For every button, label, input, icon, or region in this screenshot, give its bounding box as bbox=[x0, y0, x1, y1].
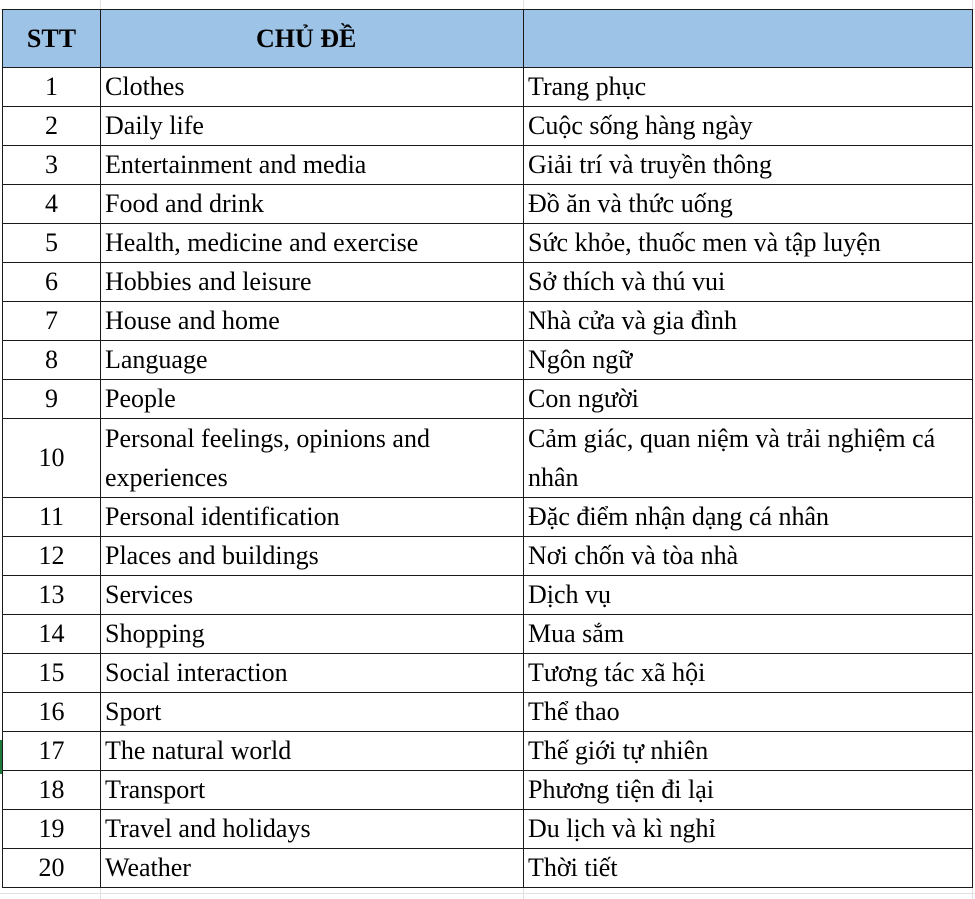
header-stt[interactable]: STT bbox=[3, 10, 101, 68]
table-row bbox=[3, 419, 973, 498]
cell-topic-en[interactable]: Hobbies and leisure bbox=[101, 263, 524, 302]
cell-stt[interactable]: 15 bbox=[3, 654, 101, 693]
table-row bbox=[3, 107, 973, 146]
cell-topic-vi[interactable]: Dịch vụ bbox=[524, 576, 973, 615]
cell-topic-en[interactable]: Clothes bbox=[101, 68, 524, 107]
cell-stt[interactable]: 18 bbox=[3, 771, 101, 810]
cell-stt[interactable]: 19 bbox=[3, 810, 101, 849]
table-row bbox=[3, 185, 973, 224]
cell-topic-vi[interactable]: Ngôn ngữ bbox=[524, 341, 973, 380]
cell-topic-vi[interactable]: Nhà cửa và gia đình bbox=[524, 302, 973, 341]
cell-stt[interactable]: 20 bbox=[3, 849, 101, 888]
cell-stt[interactable]: 17 bbox=[3, 732, 101, 771]
cell-stt[interactable]: 8 bbox=[3, 341, 101, 380]
table-row bbox=[3, 224, 973, 263]
cell-topic-en[interactable]: House and home bbox=[101, 302, 524, 341]
table-row bbox=[3, 341, 973, 380]
table-row bbox=[3, 146, 973, 185]
cell-stt[interactable]: 6 bbox=[3, 263, 101, 302]
table-row bbox=[3, 654, 973, 693]
cell-topic-en[interactable]: People bbox=[101, 380, 524, 419]
header-row bbox=[3, 10, 973, 68]
cell-topic-en[interactable]: Weather bbox=[101, 849, 524, 888]
cell-stt[interactable]: 9 bbox=[3, 380, 101, 419]
cell-topic-vi[interactable]: Phương tiện đi lại bbox=[524, 771, 973, 810]
cell-stt[interactable]: 5 bbox=[3, 224, 101, 263]
cell-topic-vi[interactable]: Mua sắm bbox=[524, 615, 973, 654]
cell-stt[interactable]: 13 bbox=[3, 576, 101, 615]
cell-topic-vi[interactable]: Sở thích và thú vui bbox=[524, 263, 973, 302]
cell-topic-en[interactable]: Personal feelings, opinions and experiences bbox=[101, 419, 524, 498]
cell-topic-vi[interactable]: Cuộc sống hàng ngày bbox=[524, 107, 973, 146]
cell-stt[interactable]: 1 bbox=[3, 68, 101, 107]
cell-topic-en[interactable]: The natural world bbox=[101, 732, 524, 771]
cell-topic-en[interactable]: Sport bbox=[101, 693, 524, 732]
cell-topic-vi[interactable]: Con người bbox=[524, 380, 973, 419]
header-topic[interactable]: CHỦ ĐỀ bbox=[101, 10, 524, 68]
table-row bbox=[3, 537, 973, 576]
table-row bbox=[3, 302, 973, 341]
cell-topic-en[interactable]: Daily life bbox=[101, 107, 524, 146]
cell-topic-vi[interactable]: Nơi chốn và tòa nhà bbox=[524, 537, 973, 576]
cell-topic-vi[interactable]: Đồ ăn và thức uống bbox=[524, 185, 973, 224]
table-row bbox=[3, 810, 973, 849]
cell-topic-en[interactable]: Health, medicine and exercise bbox=[101, 224, 524, 263]
cell-topic-vi[interactable]: Cảm giác, quan niệm và trải nghiệm cá nhân bbox=[524, 419, 973, 498]
cell-topic-vi[interactable]: Trang phục bbox=[524, 68, 973, 107]
cell-topic-en[interactable]: Travel and holidays bbox=[101, 810, 524, 849]
table-row bbox=[3, 498, 973, 537]
cell-topic-en[interactable]: Places and buildings bbox=[101, 537, 524, 576]
cell-topic-en[interactable]: Shopping bbox=[101, 615, 524, 654]
cell-topic-vi[interactable]: Thời tiết bbox=[524, 849, 973, 888]
cell-topic-en[interactable]: Entertainment and media bbox=[101, 146, 524, 185]
cell-topic-en[interactable]: Food and drink bbox=[101, 185, 524, 224]
cell-topic-en[interactable]: Personal identification bbox=[101, 498, 524, 537]
table-row bbox=[3, 615, 973, 654]
table-row bbox=[3, 263, 973, 302]
cell-stt[interactable]: 2 bbox=[3, 107, 101, 146]
cell-topic-en[interactable]: Services bbox=[101, 576, 524, 615]
cell-topic-en[interactable]: Social interaction bbox=[101, 654, 524, 693]
cell-topic-en[interactable]: Language bbox=[101, 341, 524, 380]
cell-topic-vi[interactable]: Du lịch và kì nghỉ bbox=[524, 810, 973, 849]
cell-topic-vi[interactable]: Thể thao bbox=[524, 693, 973, 732]
cell-stt[interactable]: 12 bbox=[3, 537, 101, 576]
cell-stt[interactable]: 16 bbox=[3, 693, 101, 732]
table-row bbox=[3, 771, 973, 810]
gridline bbox=[0, 893, 975, 894]
table-row bbox=[3, 68, 973, 107]
cell-topic-en[interactable]: Transport bbox=[101, 771, 524, 810]
header-translation[interactable] bbox=[524, 10, 973, 68]
table-row bbox=[3, 380, 973, 419]
cell-topic-vi[interactable]: Tương tác xã hội bbox=[524, 654, 973, 693]
cell-topic-vi[interactable]: Giải trí và truyền thông bbox=[524, 146, 973, 185]
cell-stt[interactable]: 4 bbox=[3, 185, 101, 224]
cell-topic-vi[interactable]: Sức khỏe, thuốc men và tập luyện bbox=[524, 224, 973, 263]
cell-topic-vi[interactable]: Đặc điểm nhận dạng cá nhân bbox=[524, 498, 973, 537]
table-body bbox=[3, 68, 973, 888]
cell-stt[interactable]: 7 bbox=[3, 302, 101, 341]
cell-stt[interactable]: 3 bbox=[3, 146, 101, 185]
cell-stt[interactable]: 14 bbox=[3, 615, 101, 654]
table-row bbox=[3, 576, 973, 615]
table-row bbox=[3, 732, 973, 771]
table-row bbox=[3, 693, 973, 732]
table-row bbox=[3, 849, 973, 888]
cell-topic-vi[interactable]: Thế giới tự nhiên bbox=[524, 732, 973, 771]
cell-stt[interactable]: 10 bbox=[3, 419, 101, 498]
cell-stt[interactable]: 11 bbox=[3, 498, 101, 537]
topics-table bbox=[2, 9, 973, 888]
